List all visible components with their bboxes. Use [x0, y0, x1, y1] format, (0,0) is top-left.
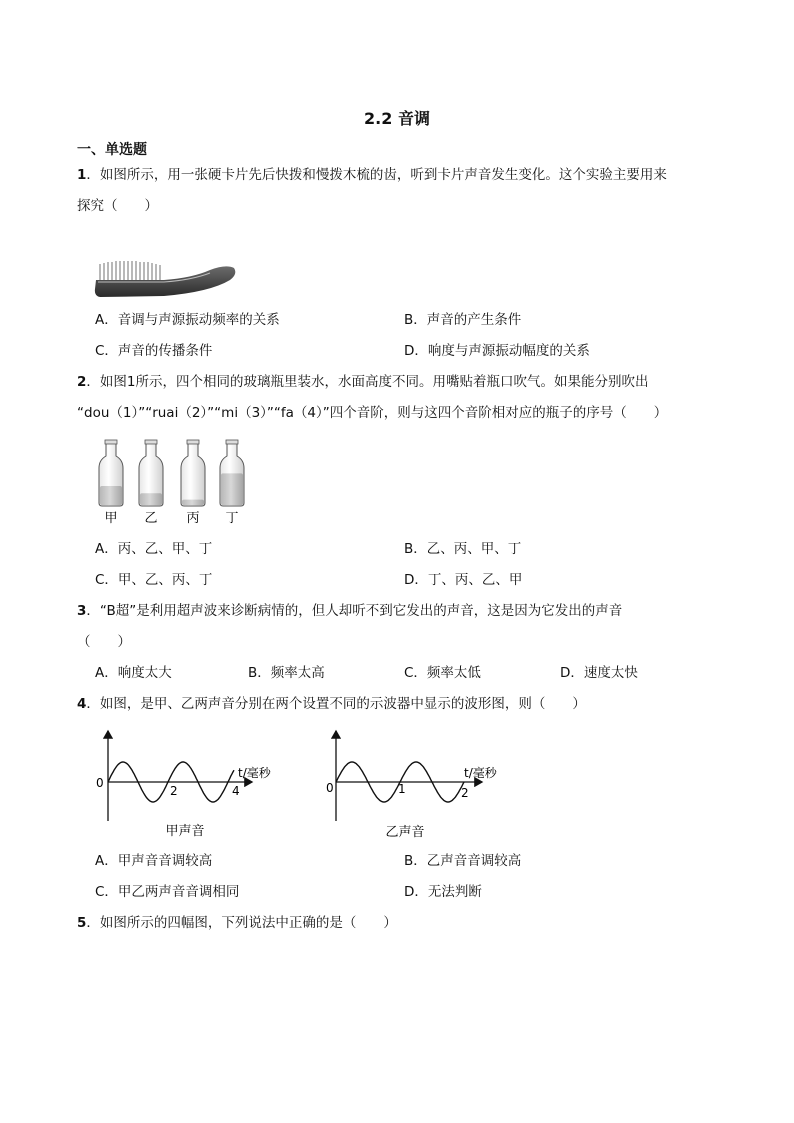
- question-3-line-1: 3．“B超”是利用超声波来诊断病情的，但人却听不到它发出的声音，这是因为它发出的声音: [77, 603, 623, 619]
- waveform-graph-jia: [96, 731, 272, 839]
- bottle-jia: [99, 440, 123, 506]
- q4-option-b[interactable]: B．乙声音音调较高: [404, 853, 522, 869]
- q4-option-d[interactable]: D．无法判断: [404, 884, 482, 900]
- graph-jia-tick-2: 2: [170, 784, 178, 798]
- bottle-bing: [181, 440, 205, 506]
- graph-jia-origin: 0: [96, 776, 104, 790]
- bottle-label-ding: 丁: [225, 511, 239, 526]
- graph-yi-tick-1: 1: [398, 782, 406, 796]
- comb-image: [92, 256, 242, 302]
- water-jia: [100, 486, 122, 505]
- graph-jia-axis-label: t/毫秒: [238, 766, 271, 780]
- q2-option-d[interactable]: D．丁、丙、乙、甲: [404, 572, 523, 588]
- q3-option-a[interactable]: A．响度太大: [95, 665, 172, 681]
- waveform-figure: [90, 725, 520, 845]
- q2-option-b[interactable]: B．乙、丙、甲、丁: [404, 541, 522, 557]
- bottle-yi: [139, 440, 163, 506]
- question-1-line-1: 1．如图所示，用一张硬卡片先后快拨和慢拨木梳的齿，听到卡片声音发生变化。这个实验主要用来: [77, 167, 667, 183]
- question-1-line-2: 探究（ ）: [77, 198, 158, 214]
- q2-option-a[interactable]: A．丙、乙、甲、丁: [95, 541, 213, 557]
- bottle-label-yi: 乙: [144, 511, 158, 526]
- question-3-line-2: （ ）: [77, 634, 131, 650]
- q3-option-d[interactable]: D．速度太快: [560, 665, 638, 681]
- bottle-label-bing: 丙: [186, 511, 200, 526]
- graph-jia-caption: 甲声音: [165, 824, 205, 839]
- question-2-line-2: “dou（1）”“ruai（2）”“mi（3）”“fa（4）”四个音阶，则与这四个音阶相对应的瓶子的序号（ ）: [77, 405, 668, 421]
- waveform-graph-yi: [326, 731, 498, 840]
- q1-option-b[interactable]: B．声音的产生条件: [404, 312, 522, 328]
- q1-option-a[interactable]: A．音调与声源振动频率的关系: [95, 312, 280, 328]
- q4-option-a[interactable]: A．甲声音音调较高: [95, 853, 213, 869]
- bottle-ding: [220, 440, 244, 506]
- graph-yi-caption: 乙声音: [385, 825, 425, 840]
- question-2-line-1: 2．如图1所示，四个相同的玻璃瓶里装水，水面高度不同。用嘴贴着瓶口吹气。如果能分别吹出: [77, 374, 649, 390]
- page-title: 2.2 音调: [364, 109, 430, 128]
- bottles-figure: [92, 436, 252, 528]
- q1-option-c[interactable]: C．声音的传播条件: [95, 343, 213, 359]
- q2-option-c[interactable]: C．甲、乙、丙、丁: [95, 572, 213, 588]
- water-bing: [182, 500, 204, 505]
- section-heading: 一、单选题: [77, 142, 147, 158]
- graph-yi-tick-2: 2: [461, 786, 469, 800]
- graph-jia-tick-4: 4: [232, 784, 240, 798]
- water-yi: [140, 493, 162, 505]
- question-5-line-1: 5．如图所示的四幅图，下列说法中正确的是（ ）: [77, 915, 397, 931]
- q1-option-d[interactable]: D．响度与声源振动幅度的关系: [404, 343, 590, 359]
- q4-option-c[interactable]: C．甲乙两声音音调相同: [95, 884, 240, 900]
- q3-option-b[interactable]: B．频率太高: [248, 665, 325, 681]
- graph-yi-axis-label: t/毫秒: [464, 766, 497, 780]
- graph-yi-origin: 0: [326, 781, 334, 795]
- question-4-line-1: 4．如图，是甲、乙两声音分别在两个设置不同的示波器中显示的波形图，则（ ）: [77, 696, 586, 712]
- bottle-label-jia: 甲: [104, 511, 118, 526]
- q3-option-c[interactable]: C．频率太低: [404, 665, 481, 681]
- water-ding: [221, 473, 243, 505]
